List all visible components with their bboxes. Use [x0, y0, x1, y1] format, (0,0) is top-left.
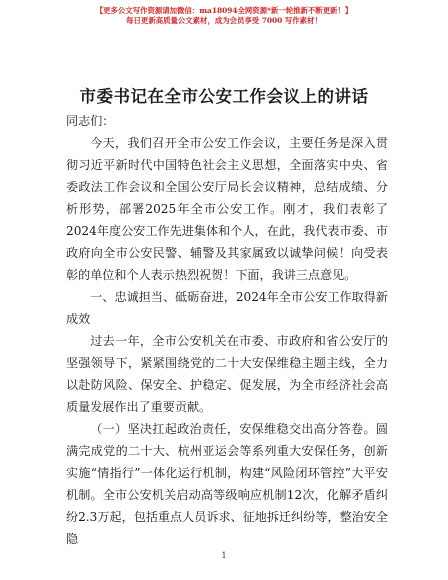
body-paragraph-1: 今天，我们召开全市公安工作会议，主要任务是深入贯彻习近平新时代中国特色社会主义思想，全面落实中央、省委政法工作会议和全国公安厅局长会议精神，总结成绩、分析形势，部署2025年全市公安工作。刚才，我们表彰了2024年度公安工作先进集体和个人，在此，我代表市委、市政府向全市公安民警、辅警及其家属致以诚挚问候！向受表彰的单位和个人表示热烈祝贺！下面，我讲三点意见。 [66, 136, 388, 282]
promo-banner-line-2: 每日更新高质量公文素材，成为会员享受 7000 写作素材！ [126, 16, 322, 25]
body-paragraph-2: 过去一年，全市公安机关在市委、市政府和省公安厅的坚强领导下，紧紧围绕党的二十大安保维稳主题主线，全力以赴防风险、保安全、护稳定、促发展，为全市经济社会高质量发展作出了重要贡献。 [66, 334, 388, 414]
page-number: 1 [221, 551, 227, 560]
document-body [66, 110, 388, 550]
section-heading-1: 一、忠诚担当、砥砺奋进，2024年全市公安工作取得新成效 [66, 290, 388, 326]
body-paragraph-3: （一）坚决扛起政治责任，安保维稳交出高分答卷。圆满完成党的二十大、杭州亚运会等系列重大安保任务，创新实施“情指行”一体化运行机制，构建“风险闭环管控”大平安机制。全市公安机关启动高等级响应机制12次，化解矛盾纠纷2.3万起，包括重点人员诉求、征地拆迁纠纷等，整治安全隐 [66, 422, 388, 546]
document-title: 市委书记在全市公安工作会议上的讲话 [79, 87, 369, 106]
promo-banner-line-1: 【更多公文写作资源请加微信：ma18094全网资源*新一轮推新不断更新！】 [95, 6, 353, 15]
promo-banner [0, 6, 448, 26]
salutation: 同志们： [66, 114, 115, 128]
